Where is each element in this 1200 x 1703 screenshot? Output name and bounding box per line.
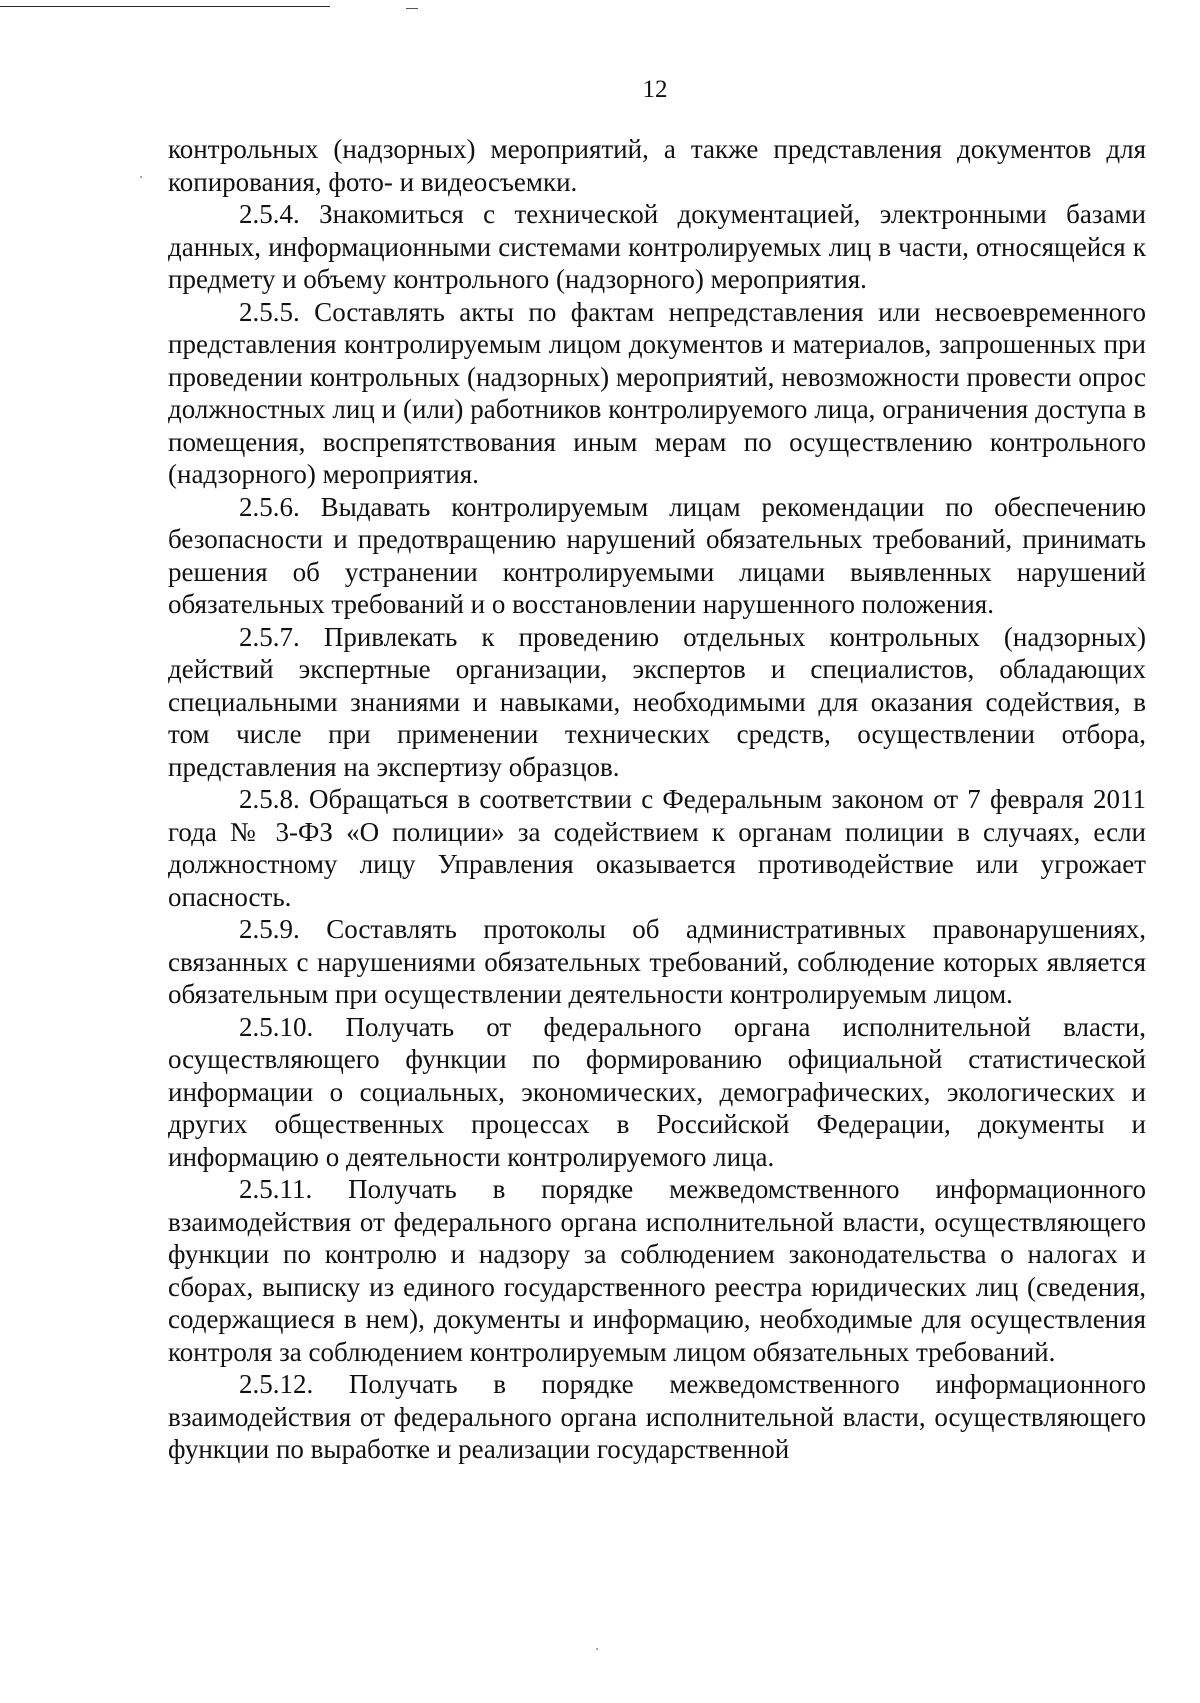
paragraph-2-5-9: 2.5.9. Составлять протоколы об административных правонарушениях, связанных с нарушениями обязательных требований, соблюдение которых является обязательным при осуществлении деятельности контролируемым лицом.: [168, 914, 1146, 1009]
paragraph-2-5-5: 2.5.5. Составлять акты по фактам непредставления или несвоевременного представления контролируемым лицом документов и материалов, запрошенных при проведении контрольных (надзорных) мероприятий, невозможности провести опрос должностных лиц и (или) работников контролируемого лица, ограничения доступа в помещения, воспрепятствования иным мерам по осуществлению контрольного (надзорного) мероприятия.: [168, 296, 1146, 489]
scan-speck: [596, 1648, 598, 1650]
paragraph-2-5-4: 2.5.4. Знакомиться с технической документацией, электронными базами данных, информационными системами контролируемых лиц в части, относящейся к предмету и объему контрольного (надзорного) мероприятия.: [168, 199, 1146, 294]
paragraph-2-5-8: 2.5.8. Обращаться в соответствии с Федеральным законом от 7 февраля 2011 года № 3-ФЗ «О полиции» за содействием к органам полиции в случаях, если должностному лицу Управления оказывается противодействие или угрожает опасность.: [168, 784, 1146, 912]
paragraph-2-5-11: 2.5.11. Получать в порядке межведомственного информационного взаимодействия от федерального органа исполнительной власти, осуществляющего функции по контролю и надзору за соблюдением законодательства о налогах и сборах, выписку из единого государственного реестра юридических лиц (сведения, содержащиеся в нем), документы и информацию, необходимые для осуществления контроля за соблюдением контролируемым лицом обязательных требований.: [168, 1174, 1146, 1367]
paragraph-2-5-7: 2.5.7. Привлекать к проведению отдельных контрольных (надзорных) действий экспертные организации, экспертов и специалистов, обладающих специальными знаниями и навыками, необходимыми для оказания содействия, в том числе при применении технических средств, осуществлении отбора, представления на экспертизу образцов.: [168, 621, 1146, 782]
paragraph-2-5-12: 2.5.12. Получать в порядке межведомственного информационного взаимодействия от федерального органа исполнительной власти, осуществляющего функции по выработке и реализации государственной: [168, 1369, 1146, 1464]
scan-speck: [140, 176, 142, 178]
paragraph-continuation: контрольных (надзорных) мероприятий, а также представления документов для копирования, фото- и видеосъемки.: [168, 134, 1146, 197]
paragraph-2-5-6: 2.5.6. Выдавать контролируемым лицам рекомендации по обеспечению безопасности и предотвращению нарушений обязательных требований, принимать решения об устранении контролируемыми лицами выявленных нарушений обязательных требований и о восстановлении нарушенного положения.: [168, 491, 1146, 619]
document-body: [168, 133, 1146, 1466]
scan-edge-mark: [406, 8, 418, 9]
scan-edge-line: [0, 6, 330, 7]
paragraph-2-5-10: 2.5.10. Получать от федерального органа исполнительной власти, осуществляющего функции по формированию официальной статистической информации о социальных, экономических, демографических, экологических и других общественных процессах в Российской Федерации, документы и информацию о деятельности контролируемого лица.: [168, 1011, 1146, 1172]
page-number: 12: [642, 76, 668, 103]
